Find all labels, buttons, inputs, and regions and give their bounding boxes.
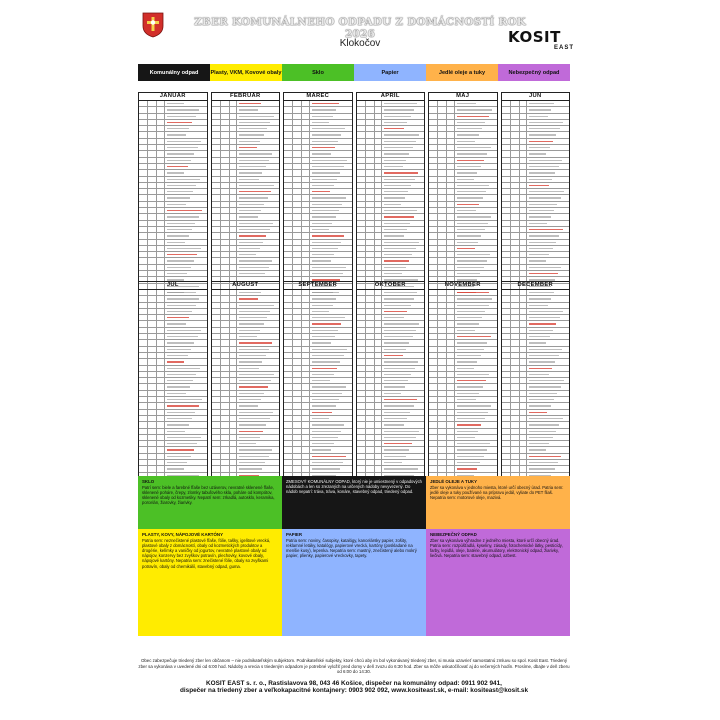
- legend-papier: Papier: [354, 64, 426, 81]
- info-plasty: [138, 529, 282, 636]
- month-column: [138, 281, 208, 485]
- legend-oleje: Jedlé oleje a tuky: [426, 64, 498, 81]
- month-column: [428, 281, 498, 485]
- month-column: [211, 281, 281, 485]
- month-column: [283, 281, 353, 485]
- municipality-crest-icon: [142, 12, 164, 38]
- info-komunalny-text: ZMESOVÝ KOMUNÁLNY ODPAD, ktorý nie je umiestnený v odpadových nádobách a len so zrezaných na určených nádoby nevyvezený. Do nádob nepatrí: tráva, tráva, konáre, stavebný odpad, triedený odpad.: [286, 479, 422, 495]
- calendar-page: [120, 0, 600, 720]
- info-nebezpecny-text: Zber sa vykonáva výhradne z jedného miesta, ktoré určí obecný úrad. Patria sem: rozpúšťadlá, kyseliny, zásady, fotochemické látky, pesticídy, farby, lepidlá, oleje, batérie, akumulátory, elektronický odpad, žiarivky, liečivá. Nepatria sem: stavebný odpad, azbest.: [430, 538, 563, 559]
- info-oleje: [426, 476, 570, 529]
- month-name: OKTÓBER: [357, 282, 425, 290]
- footer-note: Obec zabezpečuje triedený zber len občanom – nie podnikateľským subjektom. Podnikateľské subjekty, ktoré chcú aby im bol vykonávaný triedený zber, si musia uzavrieť samostatnú zmluvu so spol. Kosit East. Triedený zber sa vykonáva v uvedené dni od 6:00 hod. Nádoby a vrecia s triedeným odpadom je potrebné vyložiť pred domy v deň zvozu do 6:30 hod. Zber sa môže uskutočňovať aj do večerných hodín. Prosíme, dbajte v deň zberu od 6:00 do 14:30.: [138, 658, 570, 675]
- municipality-name: Klokočov: [339, 38, 381, 49]
- info-papier-title: PAPIER: [286, 532, 303, 537]
- month-name: JÚL: [139, 282, 207, 290]
- month-name: JÚN: [502, 93, 570, 101]
- info-sklo: [138, 476, 282, 529]
- info-papier-text: Patria sem: noviny, časopisy, katalógy, kancelársky papier, zošity, reklamné letáky, katalógy, papierové vrecká, kartóny (poskladané na menšie kusy), lepenka. Nepatria sem: mastný, znečistený alebo mokrý papier, plienky, papierové vreckovky, tapety.: [286, 538, 417, 559]
- footer-contact-line-1: KOSIT EAST s. r. o., Rastislavova 98, 043 46 Košice, dispečer na komunálny odpad: 0911 902 941,: [206, 679, 502, 687]
- month-name: MAREC: [284, 93, 352, 101]
- info-oleje-text: Zber sa vykonáva v jednoho miesta, ktoré určí obecný úrad. Patria sem: jedlé oleje a tuky používané na prípravu jedál, vyliate do PET fliaš. Nepatria sem: motorové oleje, mazivá.: [430, 485, 564, 501]
- info-plasty-text: Patria sem: neznečistené plastové fľaše, fólie, tašky, igelitové vrecká, plastové obaly z domácností, obaly od kozmetických produktov a drogérie, kelímky a vaničky od jogurtov, nevratné plastové obaly od nápojov, konzervy bez zvyškov potravín, plechovky, kovové obaly, nápojové kartóny. Nepatria sem: znečistené fólie, obaly so zvyškami potravín, obaly od chemikálií, stavebný odpad, guma.: [142, 538, 271, 569]
- month-column: [428, 92, 498, 296]
- month-column: [283, 92, 353, 296]
- month-name: FEBRUÁR: [212, 93, 280, 101]
- month-column: [211, 92, 281, 296]
- info-plasty-title: PLASTY, KOVY, NÁPOJOVÉ KARTÓNY: [142, 532, 223, 537]
- legend-plasty: Plasty, VKM, Kovové obaly: [210, 64, 282, 81]
- month-name: SEPTEMBER: [284, 282, 352, 290]
- info-nebezpecny: [426, 529, 570, 636]
- info-sklo-text: Patrí sem: biele a farebné fľaše bez uzáverov, nevratné sklenené fľaše, sklenené poháre, črepy, zlomky tabuľového skla, poháre od kompótov, sklenené obaly od kozmetiky. Nepatrí sem: zrkadlá, autosklo, keramika, porcelán, žiarovky, žiarivky.: [142, 485, 275, 506]
- info-sklo-title: SKLO: [142, 479, 155, 484]
- month-name: JANUÁR: [139, 93, 207, 101]
- kosit-logo: [508, 30, 578, 58]
- logo-sub: EAST: [553, 45, 574, 51]
- month-column: [501, 281, 571, 485]
- months-second-half: [138, 281, 570, 485]
- month-name: NOVEMBER: [429, 282, 497, 290]
- month-column: [138, 92, 208, 296]
- month-column: [356, 92, 426, 296]
- waste-type-legend: [138, 64, 570, 81]
- info-boxes: [138, 476, 570, 636]
- month-name: DECEMBER: [502, 282, 570, 290]
- footer-contact-line-2: dispečer na triedený zber a veľkokapacitné kontajnery: 0903 902 092, www.kositeast.sk, e-mail: kositeast@kosit.sk: [179, 686, 529, 694]
- month-column: [356, 281, 426, 485]
- info-oleje-title: JEDLÉ OLEJE A TUKY: [430, 479, 478, 484]
- footer: [138, 658, 570, 694]
- page-title: ZBER KOMUNÁLNEHO ODPADU Z DOMÁCNOSTÍ ROK 2026: [194, 16, 526, 40]
- legend-komunalny: Komunálny odpad: [138, 64, 210, 81]
- info-nebezpecny-title: NEBEZPEČNÝ ODPAD: [430, 532, 477, 537]
- legend-sklo: Sklo: [282, 64, 354, 81]
- info-komunalny: [282, 476, 426, 529]
- months-first-half: [138, 92, 570, 296]
- logo-brand: KOSIT: [508, 28, 561, 46]
- legend-nebezpecny: Nebezpečný odpad: [498, 64, 570, 81]
- info-papier: [282, 529, 426, 636]
- month-column: [501, 92, 571, 296]
- month-name: AUGUST: [212, 282, 280, 290]
- month-name: APRÍL: [357, 93, 425, 101]
- month-name: MÁJ: [429, 93, 497, 101]
